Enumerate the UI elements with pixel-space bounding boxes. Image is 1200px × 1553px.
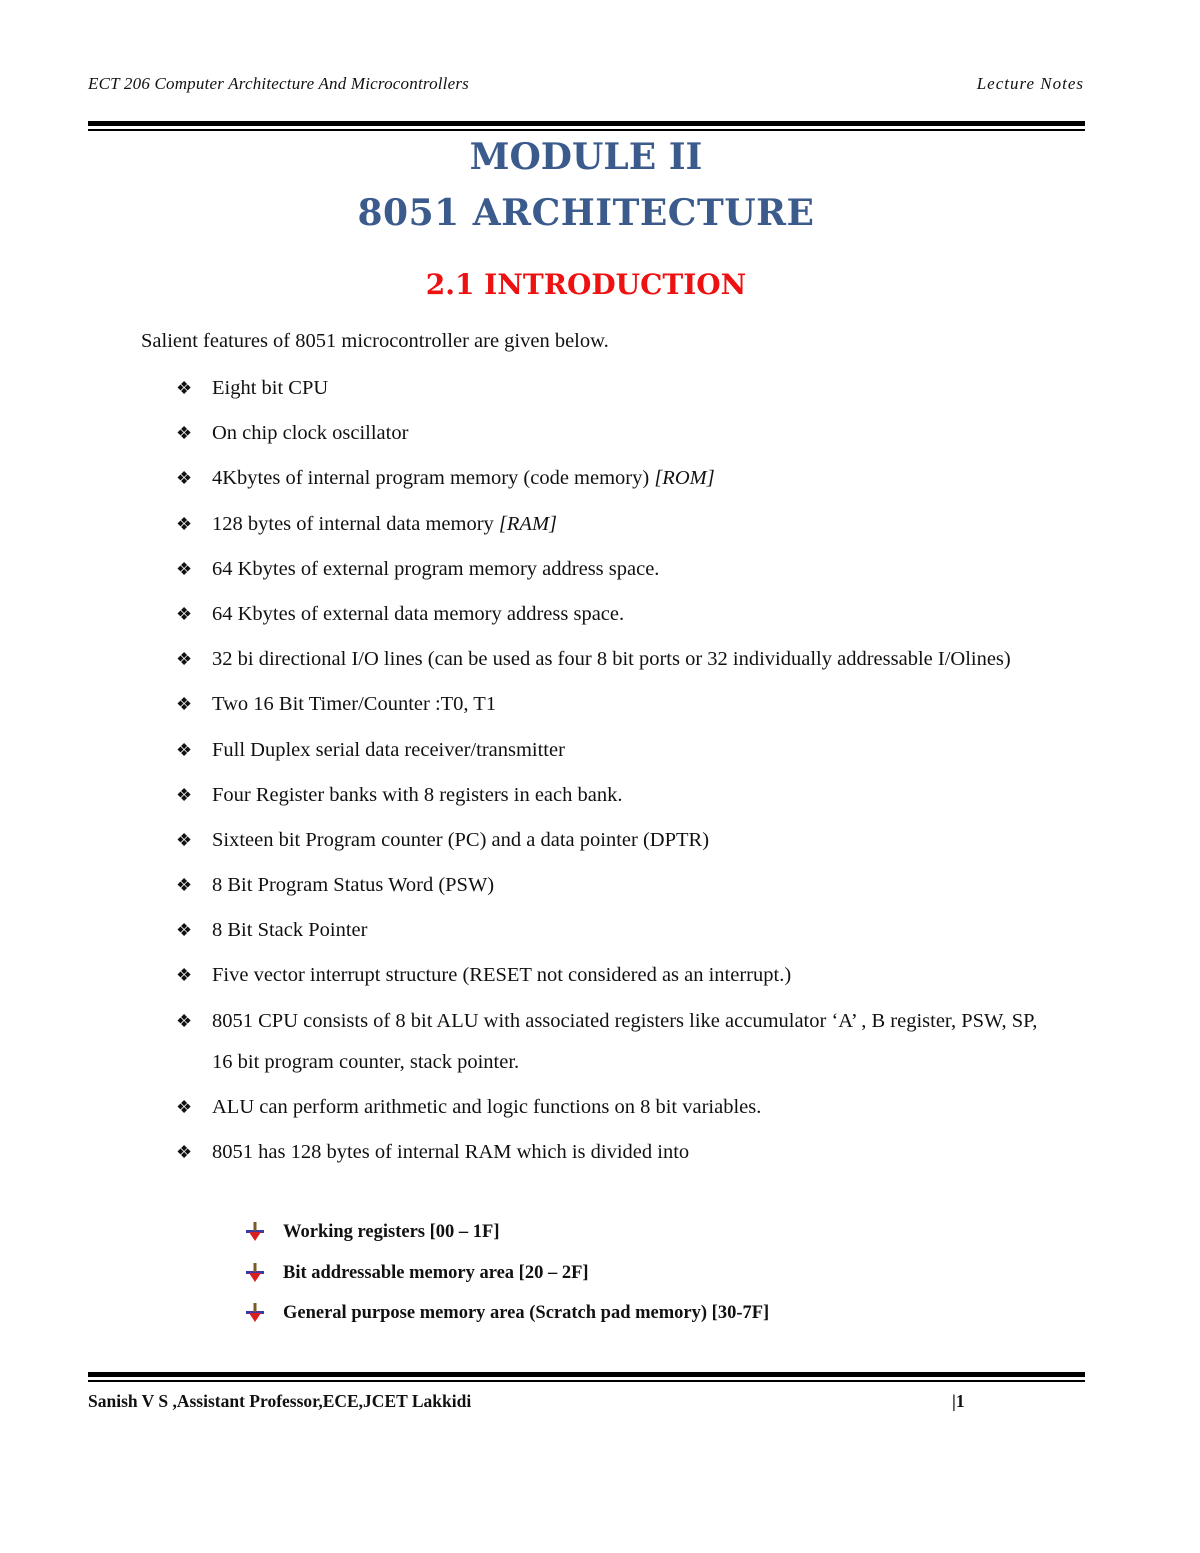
list-item-text: Sixteen bit Program counter (PC) and a data pointer (DPTR) [212, 828, 710, 851]
diamond-bullet-icon: ❖ [176, 829, 193, 850]
list-item [176, 1132, 1056, 1173]
diamond-bullet-icon: ❖ [176, 513, 193, 534]
intro-paragraph: Salient features of 8051 microcontroller are given below. [141, 330, 609, 352]
ram-division-list [246, 1212, 769, 1334]
list-item [176, 1087, 1056, 1128]
list-item-text: On chip clock oscillator [212, 422, 409, 445]
diamond-bullet-icon: ❖ [176, 603, 193, 624]
footer-author: Sanish V S ,Assistant Professor,ECE,JCET Lakkidi [88, 1391, 472, 1411]
diamond-bullet-icon: ❖ [176, 468, 193, 489]
list-item [176, 594, 1056, 635]
list-item [176, 413, 1056, 454]
list-item-text: 64 Kbytes of external data memory address space. [212, 602, 625, 625]
list-item-text: 128 bytes of internal data memory [212, 512, 499, 535]
list-item-text: 4Kbytes of internal program memory (code memory) [212, 467, 655, 490]
header-rule [88, 121, 1085, 131]
arrow-down-bullet-icon [246, 1303, 264, 1323]
sub-list-item-text: Working registers [00 – 1F] [283, 1222, 500, 1242]
diamond-bullet-icon: ❖ [176, 739, 193, 760]
list-item [176, 820, 1056, 861]
list-item-text: Five vector interrupt structure (RESET not considered as an interrupt.) [212, 964, 792, 987]
diamond-bullet-icon: ❖ [176, 423, 193, 444]
diamond-bullet-icon: ❖ [176, 920, 193, 941]
list-item [176, 910, 1056, 951]
list-item-text: 8051 CPU consists of 8 bit ALU with associated registers like accumulator ‘A’ , B register, PSW, SP, 16 bit program counter, stack pointer. [212, 1009, 1038, 1073]
sub-list-item [246, 1212, 769, 1253]
list-item [176, 504, 1056, 545]
list-item-text: Two 16 Bit Timer/Counter :T0, T1 [212, 693, 497, 716]
diamond-bullet-icon: ❖ [176, 1010, 193, 1031]
sub-list-item-text: Bit addressable memory area [20 – 2F] [283, 1262, 589, 1283]
arrow-down-bullet-icon [246, 1263, 264, 1283]
list-item-text: 8051 has 128 bytes of internal RAM which is divided into [212, 1141, 690, 1163]
diamond-bullet-icon: ❖ [176, 649, 193, 670]
list-item-text: Eight bit CPU [212, 377, 329, 399]
list-item [176, 684, 1056, 725]
list-item-text: ALU can perform arithmetic and logic functions on 8 bit variables. [212, 1095, 762, 1118]
diamond-bullet-icon: ❖ [176, 558, 193, 579]
list-item [176, 1001, 1056, 1083]
module-subtitle: 8051 ARCHITECTURE [357, 192, 815, 234]
list-item [176, 458, 1056, 499]
list-item-text: Four Register banks with 8 registers in each bank. [212, 783, 623, 806]
diamond-bullet-icon: ❖ [176, 965, 193, 986]
header-course-title: ECT 206 Computer Architecture And Microcontrollers [88, 74, 469, 93]
diamond-bullet-icon: ❖ [176, 875, 193, 896]
diamond-bullet-icon: ❖ [176, 1142, 193, 1162]
sub-list-item [246, 1293, 769, 1334]
list-item-text: Full Duplex serial data receiver/transmitter [212, 738, 565, 761]
diamond-bullet-icon: ❖ [176, 694, 193, 715]
sub-list-item-text: General purpose memory area (Scratch pad memory) [30-7F] [283, 1303, 770, 1323]
diamond-bullet-icon: ❖ [176, 378, 193, 398]
list-item [176, 549, 1056, 590]
list-item [176, 368, 1056, 409]
list-item-emphasis: [ROM] [654, 467, 715, 490]
list-item-text: 8 Bit Program Status Word (PSW) [212, 874, 495, 897]
header-doc-type: Lecture Notes [976, 74, 1084, 93]
list-item-text: 64 Kbytes of external program memory address space. [212, 557, 660, 580]
arrow-down-bullet-icon [246, 1222, 264, 1242]
page-number: |1 [952, 1391, 965, 1411]
footer-rule [88, 1372, 1085, 1382]
module-title: MODULE II [469, 136, 703, 178]
diamond-bullet-icon: ❖ [176, 784, 193, 805]
list-item-text: 8 Bit Stack Pointer [212, 919, 368, 942]
list-item-emphasis: [RAM] [498, 512, 557, 535]
diamond-bullet-icon: ❖ [176, 1096, 193, 1117]
list-item [176, 865, 1056, 906]
list-item [176, 730, 1056, 771]
sub-list-item [246, 1253, 769, 1294]
list-item [176, 775, 1056, 816]
list-item [176, 955, 1056, 996]
feature-list [176, 368, 1056, 1177]
list-item [176, 639, 1056, 680]
list-item-text: 32 bi directional I/O lines (can be used as four 8 bit ports or 32 individually addressable I/Olines) [212, 648, 1011, 671]
section-heading: 2.1 INTRODUCTION [425, 268, 747, 301]
